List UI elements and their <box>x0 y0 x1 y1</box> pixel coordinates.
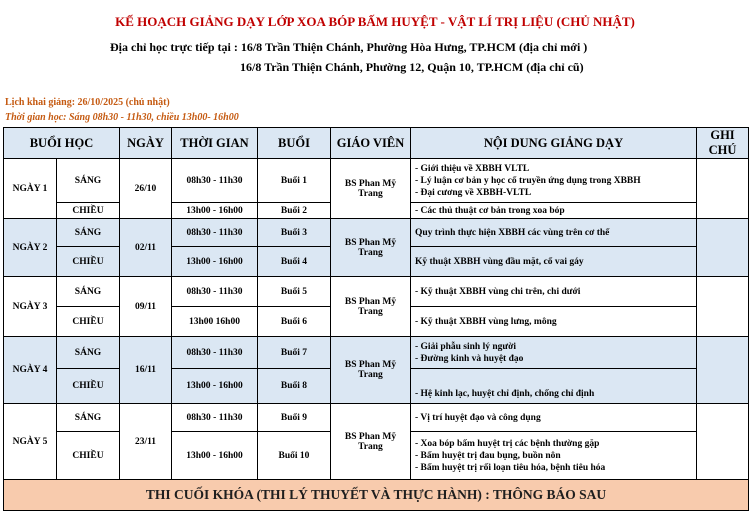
time-cell: 08h30 - 11h30 <box>172 219 258 247</box>
session-cell: Buổi 10 <box>258 432 331 480</box>
content-line: - Xoa bóp bấm huyệt trị các bệnh thường gặp <box>415 438 600 449</box>
content-line: - Giới thiệu về XBBH VLTL <box>415 163 530 174</box>
session-cell: Buổi 7 <box>258 337 331 369</box>
teacher-cell: BS Phan Mỹ Trang <box>331 337 411 404</box>
address-old: 16/8 Trần Thiện Chánh, Phường 12, Quận 10, TP.HCM (địa chỉ cũ) <box>240 60 584 74</box>
col-buoi: BUỔI <box>258 128 331 159</box>
content-cell <box>411 307 697 337</box>
address-new: Địa chỉ học trực tiếp tại : 16/8 Trần Thiện Chánh, Phường Hòa Hưng, TP.HCM (địa chỉ mới ) <box>110 40 588 54</box>
content-cell <box>411 277 697 307</box>
session-cell: Buổi 2 <box>258 203 331 219</box>
table-row <box>4 337 749 369</box>
session-cell: Buổi 3 <box>258 219 331 247</box>
day-label: NGÀY 1 <box>4 159 57 219</box>
note-cell <box>697 159 749 219</box>
date-cell: 02/11 <box>120 219 172 277</box>
col-thoi-gian: THỜI GIAN <box>172 128 258 159</box>
day-label: NGÀY 2 <box>4 219 57 277</box>
time-cell: 13h00 - 16h00 <box>172 432 258 480</box>
content-cell <box>411 247 697 277</box>
content-cell <box>411 404 697 432</box>
time-cell: 08h30 - 11h30 <box>172 337 258 369</box>
col-noi-dung: NỘI DUNG GIẢNG DẠY <box>411 128 697 159</box>
content-cell <box>411 432 697 480</box>
time-cell: 13h00 - 16h00 <box>172 203 258 219</box>
col-giao-vien: GIÁO VIÊN <box>331 128 411 159</box>
note-cell <box>697 277 749 337</box>
day-label: NGÀY 3 <box>4 277 57 337</box>
schedule-table <box>3 127 749 511</box>
period-label: CHIỀU <box>57 369 120 404</box>
content-line: - Kỹ thuật XBBH vùng chi trên, chi dưới <box>415 286 581 297</box>
page-title: KẾ HOẠCH GIẢNG DẠY LỚP XOA BÓP BẤM HUYỆT - VẬT LÍ TRỊ LIỆU (CHỦ NHẬT) <box>115 14 635 29</box>
content-line: - Hệ kinh lạc, huyệt chỉ định, chống chỉ định <box>415 389 595 399</box>
period-label: CHIỀU <box>57 247 120 277</box>
col-ngay: NGÀY <box>120 128 172 159</box>
date-cell: 23/11 <box>120 404 172 480</box>
session-cell: Buổi 9 <box>258 404 331 432</box>
table-row <box>4 219 749 247</box>
session-cell: Buổi 1 <box>258 159 331 203</box>
col-ghi-chu: GHI CHÚ <box>697 128 749 159</box>
col-buoi-hoc: BUỔI HỌC <box>4 128 120 159</box>
footer-row <box>4 480 749 511</box>
content-line: - Lý luận cơ bản y học cổ truyền ứng dụng trong XBBH <box>415 175 641 186</box>
content-line: - Các thủ thuật cơ bản trong xoa bóp <box>415 205 565 216</box>
period-label: CHIỀU <box>57 307 120 337</box>
time-cell: 08h30 - 11h30 <box>172 277 258 307</box>
header-row <box>4 128 749 159</box>
teacher-cell: BS Phan Mỹ Trang <box>331 404 411 480</box>
date-cell: 26/10 <box>120 159 172 219</box>
study-time: Thời gian học: Sáng 08h30 - 11h30, chiều 13h00- 16h00 <box>5 112 239 123</box>
opening-date: Lịch khai giảng: 26/10/2025 (chủ nhật) <box>5 97 170 108</box>
date-cell: 16/11 <box>120 337 172 404</box>
time-cell: 08h30 - 11h30 <box>172 404 258 432</box>
content-line: - Kỹ thuật XBBH vùng lưng, mông <box>415 316 557 327</box>
period-label: SÁNG <box>57 337 120 369</box>
note-cell <box>697 404 749 480</box>
session-cell: Buổi 6 <box>258 307 331 337</box>
table-row <box>4 404 749 432</box>
period-label: SÁNG <box>57 404 120 432</box>
content-line: - Giải phẫu sinh lý người <box>415 341 516 352</box>
period-label: SÁNG <box>57 277 120 307</box>
time-cell: 13h00 - 16h00 <box>172 369 258 404</box>
session-cell: Buổi 4 <box>258 247 331 277</box>
content-cell <box>411 159 697 203</box>
content-line: - Bấm huyệt trị rối loạn tiêu hóa, bệnh tiêu hóa <box>415 462 606 473</box>
time-cell: 08h30 - 11h30 <box>172 159 258 203</box>
table-row <box>4 277 749 307</box>
teacher-cell: BS Phan Mỹ Trang <box>331 219 411 277</box>
content-cell <box>411 203 697 219</box>
session-cell: Buổi 5 <box>258 277 331 307</box>
note-cell <box>697 219 749 277</box>
teacher-cell: BS Phan Mỹ Trang <box>331 159 411 219</box>
period-label: CHIỀU <box>57 203 120 219</box>
time-cell: 13h00 16h00 <box>172 307 258 337</box>
content-line: - Đường kinh và huyệt đạo <box>415 353 524 364</box>
content-cell <box>411 369 697 404</box>
content-line: - Bấm huyệt trị đau bụng, buồn nôn <box>415 450 561 461</box>
content-line: - Đại cương về XBBH-VLTL <box>415 187 532 198</box>
content-line: Quy trình thực hiện XBBH các vùng trên cơ thể <box>415 227 610 238</box>
teacher-cell: BS Phan Mỹ Trang <box>331 277 411 337</box>
content-line: - Vị trí huyệt đạo và công dụng <box>415 412 541 423</box>
date-cell: 09/11 <box>120 277 172 337</box>
session-cell: Buổi 8 <box>258 369 331 404</box>
note-cell <box>697 337 749 404</box>
content-cell <box>411 337 697 369</box>
time-cell: 13h00 - 16h00 <box>172 247 258 277</box>
content-line: Kỹ thuật XBBH vùng đầu mặt, cổ vai gáy <box>415 256 584 267</box>
period-label: SÁNG <box>57 159 120 203</box>
content-cell <box>411 219 697 247</box>
period-label: CHIỀU <box>57 432 120 480</box>
day-label: NGÀY 5 <box>4 404 57 480</box>
table-row <box>4 159 749 203</box>
day-label: NGÀY 4 <box>4 337 57 404</box>
period-label: SÁNG <box>57 219 120 247</box>
final-exam-note: THI CUỐI KHÓA (THI LÝ THUYẾT VÀ THỰC HÀNH) : THÔNG BÁO SAU <box>4 480 749 511</box>
